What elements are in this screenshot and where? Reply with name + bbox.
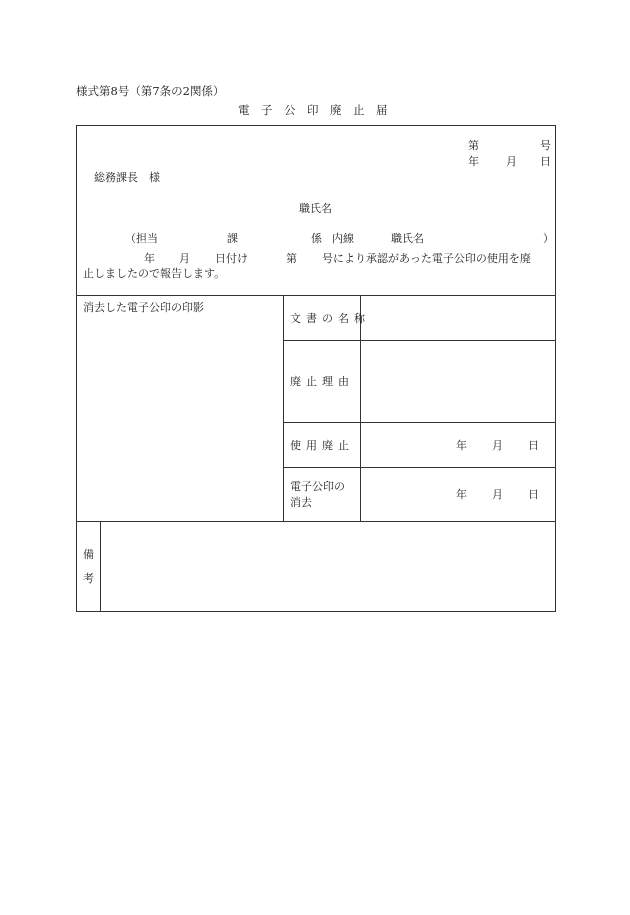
date-year: 年 <box>468 155 479 168</box>
signer-label: 職氏名 <box>299 202 332 215</box>
body-no: 第 <box>286 252 297 265</box>
body-month: 月 <box>179 252 190 265</box>
doc-name-label: 文書の名称 <box>290 312 370 325</box>
erase-date-month: 月 <box>492 488 503 501</box>
erase-date-year: 年 <box>456 488 467 501</box>
body-dated: 日付け <box>215 252 248 265</box>
abolish-date-day: 日 <box>528 439 539 452</box>
reason-label: 廃止理由 <box>290 375 354 388</box>
contact-ext: 内線 <box>332 232 354 245</box>
body-line2: 止しましたので報告します。 <box>83 267 226 280</box>
divider-row1 <box>283 340 556 341</box>
addressee: 総務課長 様 <box>94 171 160 184</box>
abolish-date-month: 月 <box>492 439 503 452</box>
divider-remarks-label <box>100 521 101 612</box>
erase-label-line1: 電子公印の <box>290 480 345 493</box>
date-month: 月 <box>506 155 517 168</box>
contact-name: 職氏名 <box>391 232 424 245</box>
number-suffix: 号 <box>540 139 551 152</box>
remarks-char2: 考 <box>83 572 94 585</box>
divider-row2 <box>283 422 556 423</box>
form-frame <box>76 125 556 612</box>
body-year: 年 <box>144 252 155 265</box>
body-line1-rest: 号により承認があった電子公印の使用を廃 <box>322 252 531 265</box>
erase-label-line2: 消去 <box>290 496 312 509</box>
abolish-date-year: 年 <box>456 439 467 452</box>
divider-row3 <box>283 467 556 468</box>
contact-unit: 係 <box>311 232 322 245</box>
divider-label-column <box>360 295 361 521</box>
contact-close: ） <box>543 232 554 245</box>
form-title: 電 子 公 印 廃 止 届 <box>238 103 388 117</box>
form-number-label: 様式第8号（第7条の2関係） <box>76 84 225 98</box>
erase-date-day: 日 <box>528 488 539 501</box>
contact-section: 課 <box>227 232 238 245</box>
divider-remarks <box>76 521 556 522</box>
number-prefix: 第 <box>468 139 479 152</box>
imprint-label: 消去した電子公印の印影 <box>83 301 204 314</box>
date-day: 日 <box>540 155 551 168</box>
remarks-char1: 備 <box>83 548 94 561</box>
divider-header <box>76 295 556 296</box>
abolish-label: 使用廃止 <box>290 439 354 452</box>
contact-open: （担当 <box>125 232 158 245</box>
divider-imprint <box>283 295 284 521</box>
